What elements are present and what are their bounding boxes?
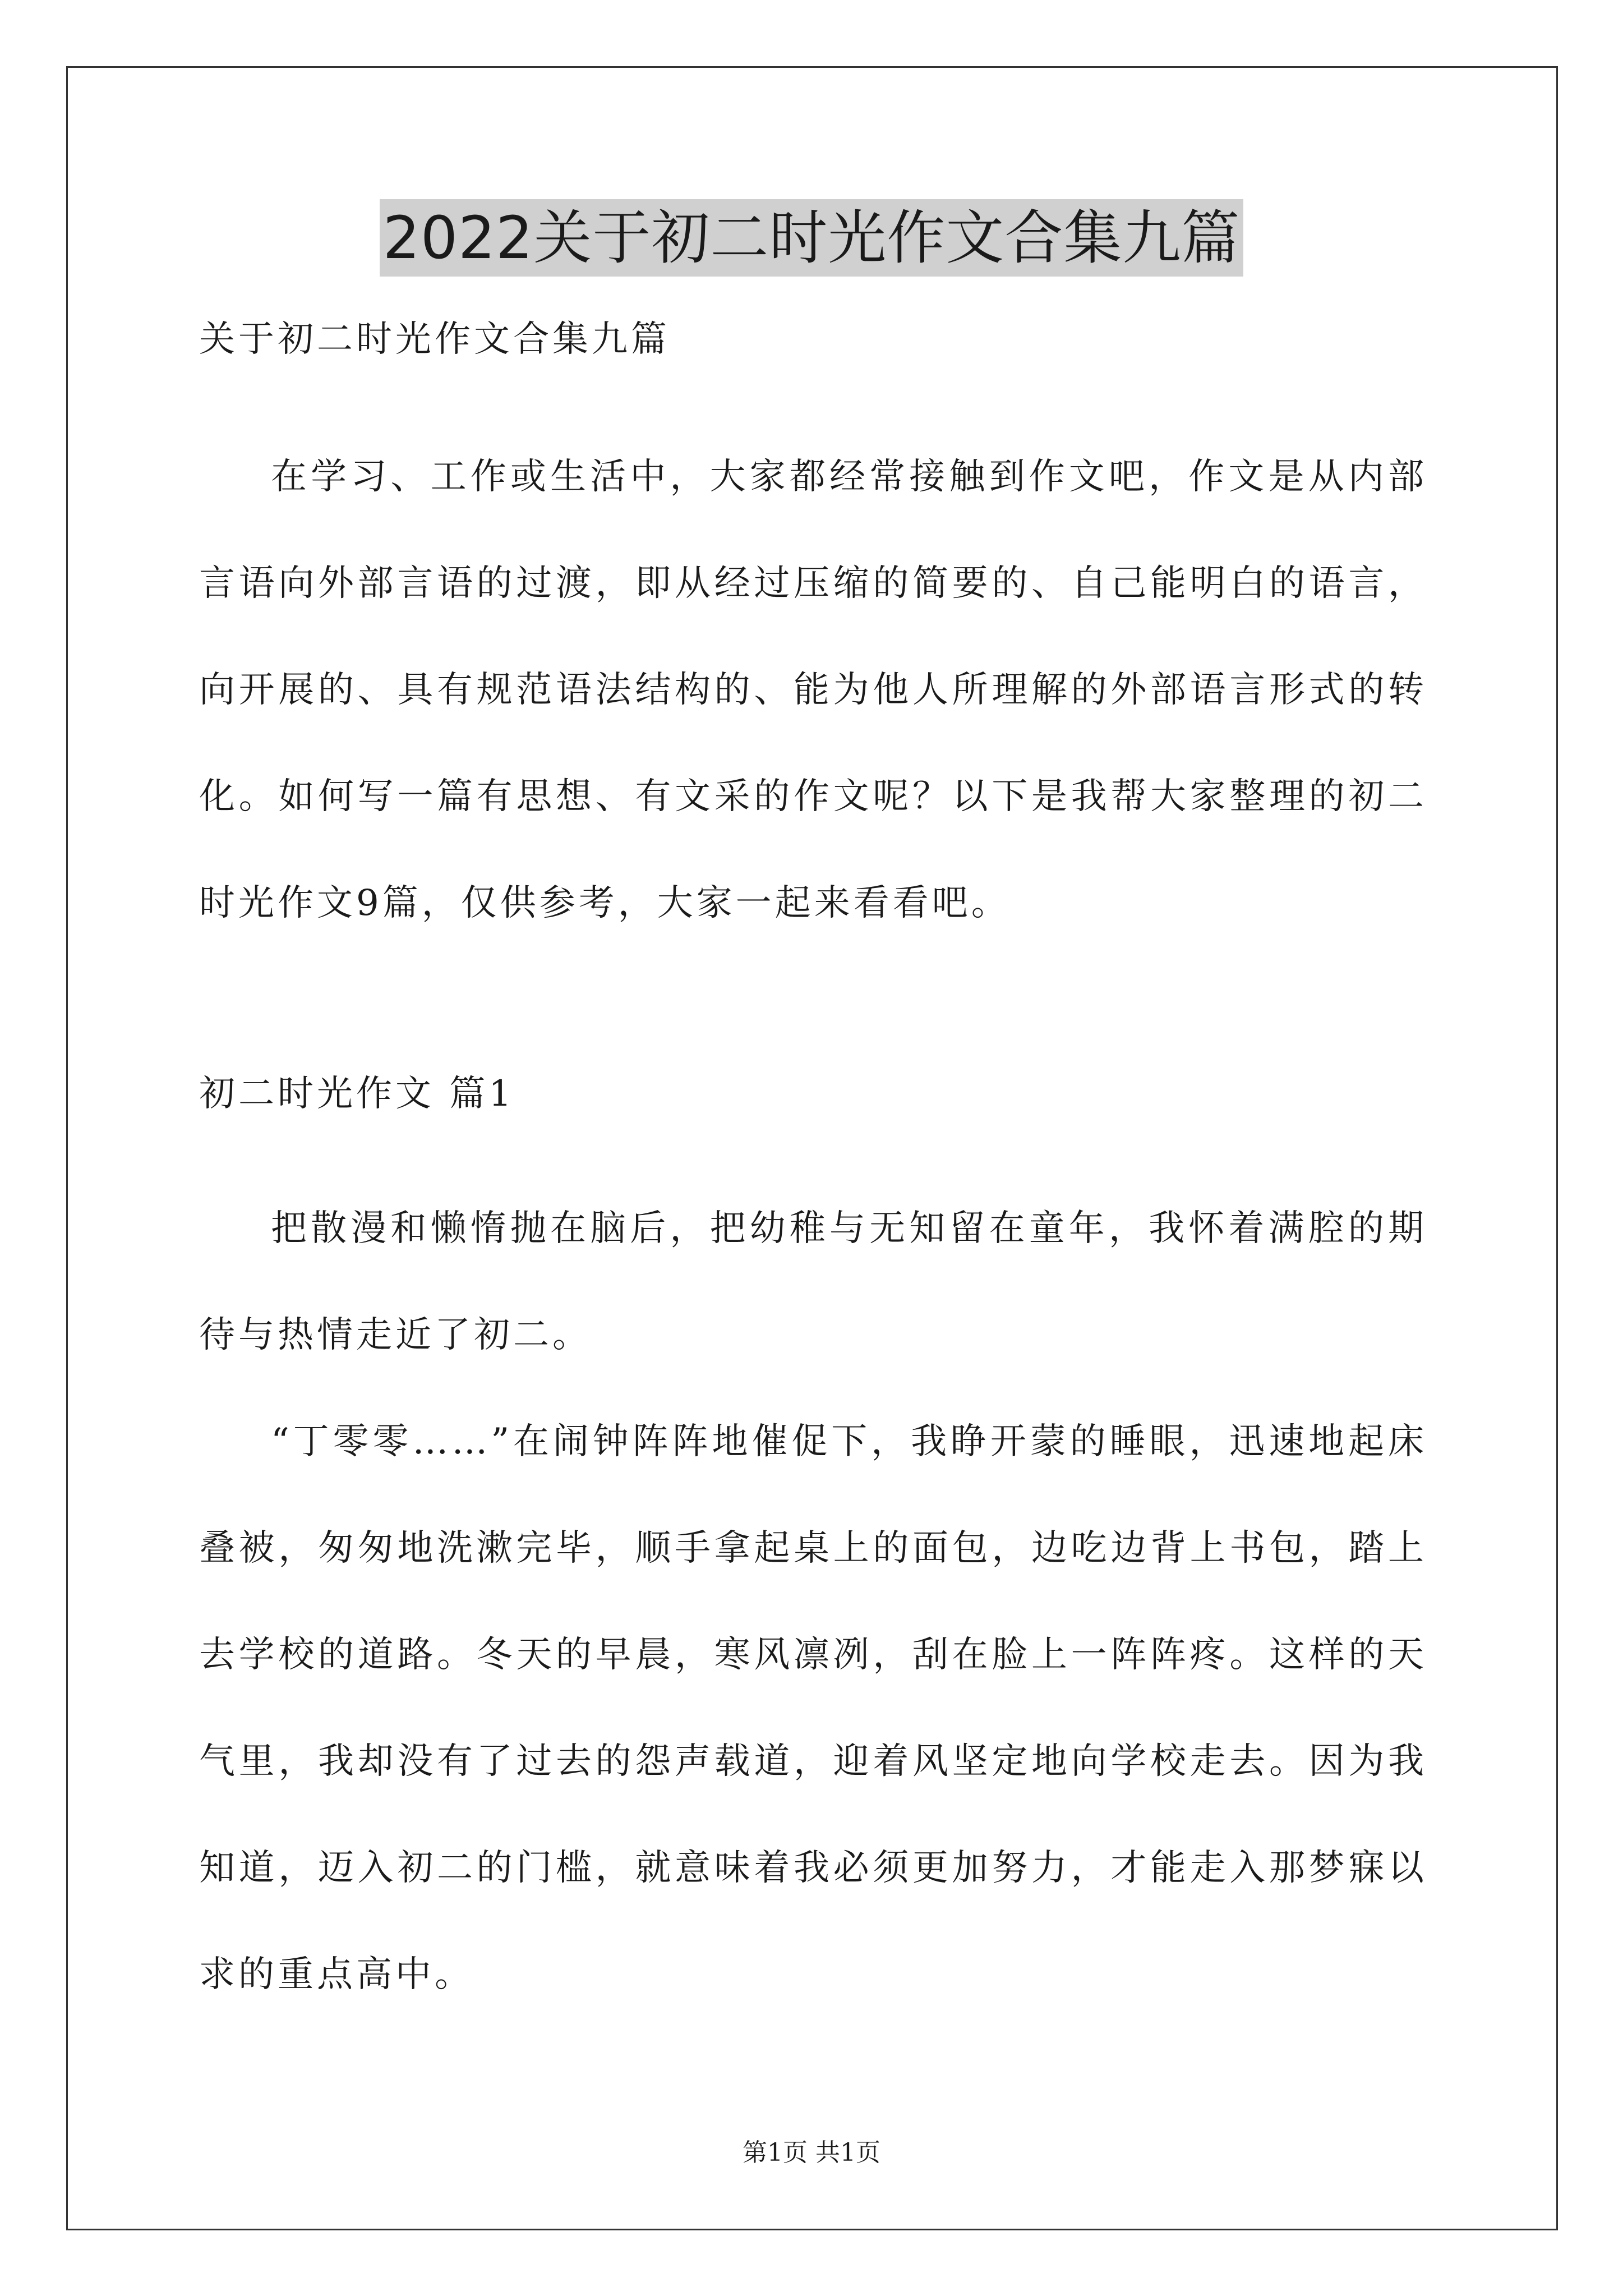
intro-paragraph: 在学习、工作或生活中，大家都经常接触到作文吧，作文是从内部言语向外部言语的过渡，即从经过压缩的简要的、自己能明白的语言，向开展的、具有规范语法结构的、能为他人所理解的外部语言形式的转化。如何写一篇有思想、有文采的作文呢？以下是我帮大家整理的初二时光作文9篇，仅供参考，大家一起来看看吧。 — [199, 456, 1427, 924]
document-subtitle: 关于初二时光作文合集九篇 — [199, 319, 670, 360]
body-paragraph: 把散漫和懒惰抛在脑后，把幼稚与无知留在童年，我怀着满腔的期待与热情走近了初二。 — [199, 1208, 1427, 1356]
document-body — [199, 314, 1427, 2028]
section-heading: 初二时光作文 篇1 — [199, 1073, 515, 1115]
page-number: 第1页 共1页 — [743, 2138, 880, 2167]
page-footer — [0, 2136, 1623, 2170]
title-container — [0, 199, 1623, 277]
document-title: 2022关于初二时光作文合集九篇 — [380, 199, 1244, 277]
body-paragraph: “丁零零……”在闹钟阵阵地催促下，我睁开蒙的睡眼，迅速地起床叠被，匆匆地洗漱完毕，顺手拿起桌上的面包，边吃边背上书包，踏上去学校的道路。冬天的早晨，寒风凛冽，刮在脸上一阵阵疼。这样的天气里，我却没有了过去的怨声载道，迎着风坚定地向学校走去。因为我知道，迈入初二的门槛，就意味着我必须更加努力，才能走入那梦寐以求的重点高中。 — [199, 1421, 1427, 1995]
